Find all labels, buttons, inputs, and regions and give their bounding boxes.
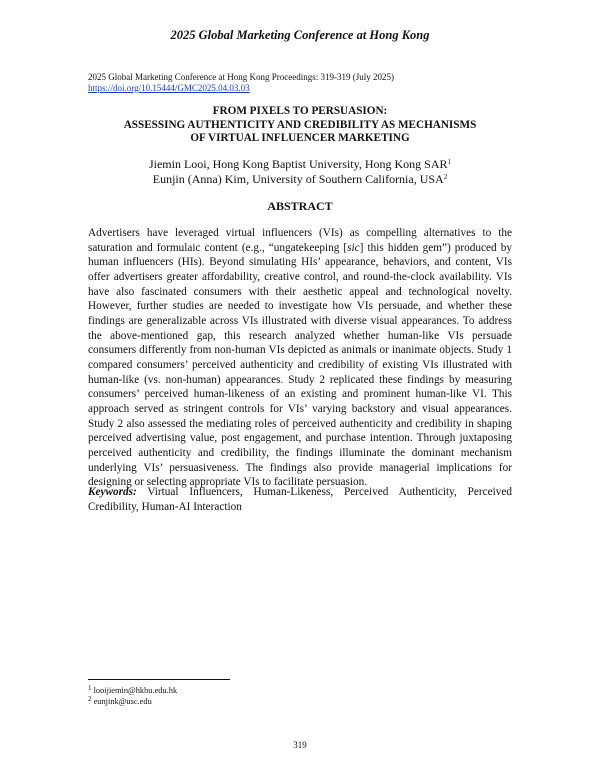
footnote-1-mark: 1 (88, 684, 92, 692)
abstract-text-part-1: Advertisers have leveraged virtual influencers (VIs) as compelling alternatives to the saturation and formulaic content (e.g., “ungatekeeping [ (88, 227, 512, 254)
keywords-text: Virtual Influencers, Human-Likeness, Perceived Authenticity, Perceived Credibility, Human-AI Interaction (88, 486, 512, 513)
title-line-2: ASSESSING AUTHENTICITY AND CREDIBILITY AS MECHANISMS (123, 118, 477, 131)
abstract-body (88, 226, 512, 490)
abstract-heading: ABSTRACT (267, 199, 333, 213)
author-2-text: Eunjin (Anna) Kim, University of Southern California, USA (152, 172, 444, 186)
footnote-2-mark: 2 (88, 695, 92, 703)
title-line-3: OF VIRTUAL INFLUENCER MARKETING (190, 132, 410, 144)
footnote-1 (88, 685, 177, 696)
author-2-footnote-mark: 2 (443, 173, 448, 181)
footnote-2 (88, 696, 177, 707)
page-number: 319 (293, 740, 307, 750)
proceedings-line: 2025 Global Marketing Conference at Hong Kong Proceedings: 319-319 (July 2025) (88, 72, 394, 82)
abstract-text-part-2: ] this hidden gem”) produced by human influencers (HIs). Beyond simulating HIs’ appearance, behaviors, and content, VIs offer advertisers greater affordability, creative control, and round-the-clock availability. VIs have also fascinated consumers with their aesthetic appeal and technological novelty. However, further studies are needed to investigate how VIs persuade, and whether these findings are generalizable across VIs illustrated with diverse visual appearances. To address the above-mentioned gap, this research analyzed whether human-like VIs persuade consumers differently from non-human VIs depicted as animals or inanimate objects. Study 1 compared consumers’ perceived authenticity and credibility of existing VIs illustrated with human-like (vs. non-human) appearances. Study 2 replicated these findings by measuring consumers’ perceived human-likeness of an existing and prominent human-like VI. This approach served as stringent controls for VIs’ varying backstory and visual appearances. Study 2 also assessed the mediating roles of perceived authenticity and credibility in shaping perceived advertising value, post engagement, and purchase intention. Through juxtaposing perceived authenticity and credibility, the findings illuminate the dominant mechanism underlying VIs’ persuasiveness. The findings also provide managerial implications for designing or selecting appropriate VIs to facilitate persuasion. (88, 241, 512, 489)
author-1-text: Jiemin Looi, Hong Kong Baptist University, Hong Kong SAR (148, 157, 448, 171)
footnote-1-email: looijiemin@hkbu.edu.hk (93, 686, 178, 695)
footnotes (88, 685, 177, 707)
author-list (60, 157, 540, 187)
author-1-footnote-mark: 1 (447, 158, 452, 166)
author-2 (60, 172, 540, 187)
keywords-block (88, 485, 512, 514)
author-1 (60, 157, 540, 172)
running-header: 2025 Global Marketing Conference at Hong Kong (170, 28, 430, 42)
footnote-2-email: eunjink@usc.edu (93, 697, 152, 706)
doi-link[interactable]: https://doi.org/10.15444/GMC2025.04.03.03 (88, 83, 250, 93)
citation-block (88, 72, 394, 94)
footnote-divider (88, 679, 230, 680)
abstract-sic: sic (347, 241, 360, 254)
title-line-1: FROM PIXELS TO PERSUASION: (212, 105, 388, 117)
paper-title (60, 105, 540, 146)
keywords-label: Keywords: (88, 486, 137, 498)
